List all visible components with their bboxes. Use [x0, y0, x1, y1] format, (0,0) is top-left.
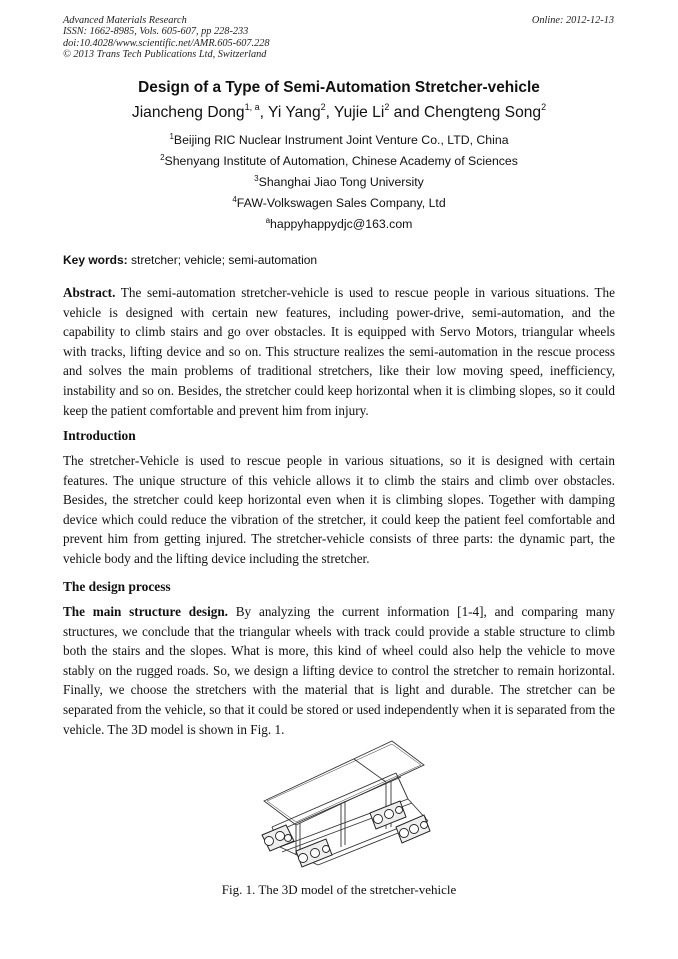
- keywords-text: stretcher; vehicle; semi-automation: [131, 253, 318, 267]
- issn-line: ISSN: 1662-8985, Vols. 605-607, pp 228-233: [63, 26, 249, 38]
- journal-name: Advanced Materials Research: [63, 15, 187, 26]
- author-list: Jiancheng Dong$^{1, a}$, Yi Yang$^2$, Yujie Li$^2$ and Chengteng Song$^2$: [131, 102, 547, 122]
- introduction-paragraph: The stretcher-Vehicle is used to rescue people in various situations, so it is designed with certain features. The unique structure of this vehicle allows it to climb the stairs and climb over obstacles. Besides, the stretcher could keep horizontal even when it is climbing slopes. Together with damping device which could reduce the vibration of the stretcher, it could keep the patient feel comfortable and prevent him from getting injured. The stretcher-vehicle consists of three parts: the dynamic part, the vehicle body and the lifting device including the stretcher.: [63, 453, 615, 566]
- author-email[interactable]: $^a$happyhappydjc@163.com: [265, 216, 413, 232]
- author-name: Yi Yang: [268, 104, 321, 122]
- author-affiliation-mark: 2: [320, 102, 326, 112]
- affiliation: $^2$Shenyang Institute of Automation, Chinese Academy of Sciences: [160, 153, 518, 169]
- section-heading-introduction: Introduction: [63, 428, 136, 443]
- author-affiliation-mark: 2: [384, 102, 390, 112]
- section-heading-design: The design process: [63, 579, 171, 594]
- keywords: [63, 253, 317, 267]
- journal-header: [63, 15, 270, 60]
- abstract-text: The semi-automation stretcher-vehicle is used to rescue people in various situations. The vehicle is designed with certain new features, including power-drive, semi-automation, and the capability to climb stairs and go over obstacles. It is equipped with Servo Motors, triangular wheels with tracks, lifting device and so on. This structure realizes the semi-automation in the rescue process and solves the main problems of traditional stretchers, like their low moving speed, inefficiency, instability and so on. Besides, the stretcher could keep horizontal when it is climbing slopes, so it could keep the patient comfortable and prevent him from injury.: [63, 285, 615, 418]
- author-name: Jiancheng Dong: [131, 104, 245, 122]
- keywords-label: Key words:: [63, 253, 128, 267]
- paper-title: Design of a Type of Semi-Automation Stretcher-vehicle: [138, 79, 540, 96]
- affiliation: $^3$Shanghai Jiao Tong University: [254, 174, 424, 190]
- affiliation: $^4$FAW-Volkswagen Sales Company, Ltd: [232, 195, 446, 211]
- author-name: Yujie Li: [334, 104, 385, 122]
- abstract-label: Abstract.: [63, 285, 116, 300]
- online-date: Online: 2012-12-13: [531, 15, 614, 26]
- author-affiliation-mark: 2: [541, 102, 547, 112]
- subsection-heading: The main structure design.: [63, 604, 228, 619]
- design-paragraph: The main structure design. By analyzing the current information [1-4], and comparing many structures, we conclude that the triangular wheels with track could provide a stable structure to climb both the stairs and the slopes. What is more, this kind of wheel could also help the vehicle to move stably on the rugged roads. So, we design a lifting device to control the stretcher to remain horizontal. Finally, we choose the stretchers with the material that is light and durable. The stretcher can be separated from the vehicle, so that it could be stored or used independently when it is separated from the vehicle. The 3D model is shown in Fig. 1.: [63, 604, 615, 737]
- author-affiliation-mark: 1, a: [244, 102, 260, 112]
- stretcher-vehicle-3d-model-figure: [236, 737, 446, 875]
- abstract: [63, 283, 615, 420]
- affiliation: $^1$Beijing RIC Nuclear Instrument Joint Venture Co., LTD, China: [169, 132, 509, 148]
- author-name: Chengteng Song: [424, 104, 542, 122]
- copyright-line: © 2013 Trans Tech Publications Ltd, Switzerland: [63, 48, 267, 60]
- doi-line[interactable]: doi:10.4028/www.scientific.net/AMR.605-607.228: [63, 37, 270, 49]
- figure-caption: Fig. 1. The 3D model of the stretcher-vehicle: [221, 882, 457, 897]
